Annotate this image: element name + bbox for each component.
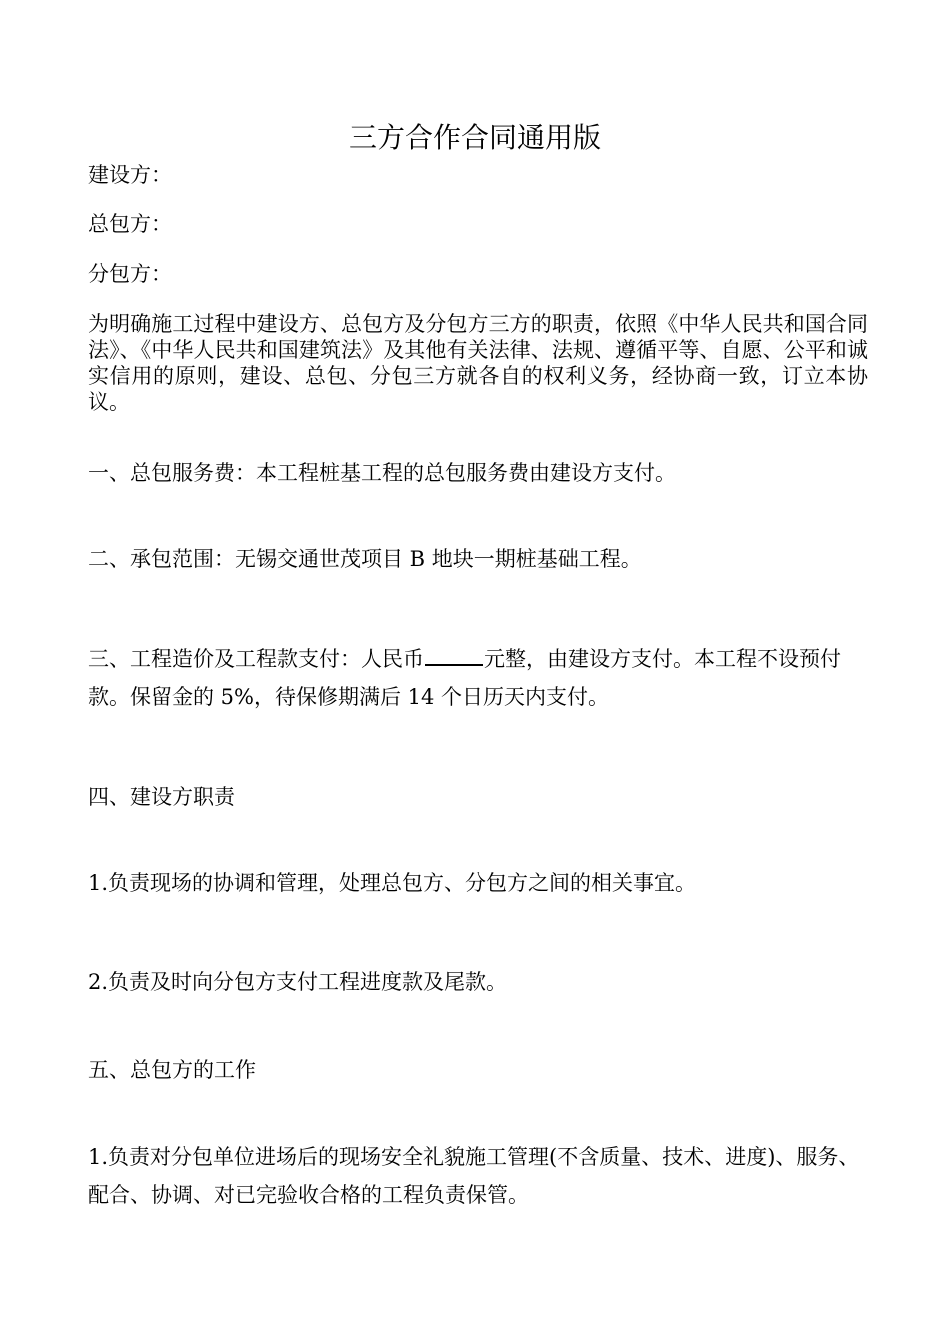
section-5-heading: 五、总包方的工作	[88, 1058, 256, 1082]
document-title: 三方合作合同通用版	[348, 121, 601, 154]
amount-blank-line	[425, 646, 483, 666]
party-general-contractor-label: 总包方：	[88, 212, 172, 236]
section-3-text-after-blank: 元整，由建设方支付。本工程不设预付款。保留金的 5%，待保修期满后 14 个日历天内支付。	[88, 647, 841, 709]
party-subcontractor-label: 分包方：	[88, 262, 172, 286]
section-1-service-fee: 一、总包服务费：本工程桩基工程的总包服务费由建设方支付。	[88, 461, 676, 485]
party-builder-label: 建设方：	[88, 163, 172, 187]
section-2-scope: 二、承包范围：无锡交通世茂项目 B 地块一期桩基础工程。	[88, 547, 642, 571]
section-4-item-1: 1.负责现场的协调和管理，处理总包方、分包方之间的相关事宜。	[88, 871, 697, 895]
section-5-item-1: 1.负责对分包单位进场后的现场安全礼貌施工管理(不含质量、技术、进度)、服务、配合、协调、对已完验收合格的工程负责保管。	[88, 1145, 860, 1207]
section-3-price-payment	[88, 640, 878, 716]
section-3-text-before-blank: 三、工程造价及工程款支付：人民币	[88, 647, 424, 671]
section-4-heading: 四、建设方职责	[88, 785, 235, 809]
section-4-item-2: 2.负责及时向分包方支付工程进度款及尾款。	[88, 970, 508, 994]
preamble-paragraph: 为明确施工过程中建设方、总包方及分包方三方的职责，依照《中华人民共和国合同法》、《中华人民共和国建筑法》及其他有关法律、法规、遵循平等、自愿、公平和诚实信用的原则，建设、总包、分包三方就各自的权利义务，经协商一致，订立本协议。	[88, 312, 868, 414]
